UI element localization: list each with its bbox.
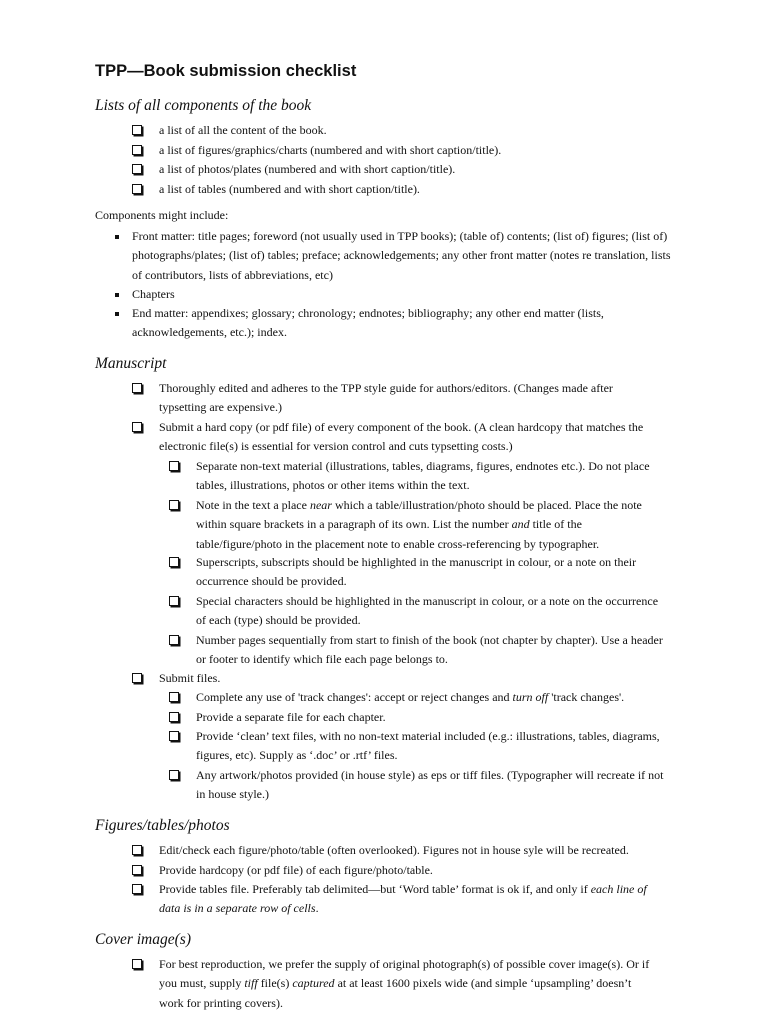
checkbox-icon — [132, 845, 142, 855]
checkbox-icon — [132, 422, 142, 432]
checkbox-icon — [169, 770, 179, 780]
checkbox-icon — [132, 959, 142, 969]
checkbox-icon — [169, 461, 179, 471]
section-heading-lists: Lists of all components of the book — [95, 97, 312, 114]
checkbox-icon — [132, 184, 142, 194]
checklist-item: Submit files. — [132, 669, 652, 688]
sub-checklist-item: Any artwork/photos provided (in house style) as eps or tiff files. (Typographer will recreate if not in house style.) — [169, 766, 669, 805]
bullet-icon — [115, 312, 119, 316]
checkbox-icon — [132, 164, 142, 174]
checkbox-icon — [169, 596, 179, 606]
checkbox-icon — [132, 884, 142, 894]
checklist-item: a list of tables (numbered and with short caption/title). — [132, 180, 652, 199]
sub-checklist-item: Note in the text a place near which a table/illustration/photo should be placed. Place the note within square brackets in a paragraph of its own. List the number and title of the table/figure/photo in the placement note to enable cross-referencing by typographer. — [169, 496, 669, 554]
checklist-item: Provide hardcopy (or pdf file) of each figure/photo/table. — [132, 861, 652, 880]
checklist-item: Thoroughly edited and adheres to the TPP style guide for authors/editors. (Changes made after typsetting are expensive.) — [132, 379, 652, 418]
checklist-item: For best reproduction, we prefer the supply of original photograph(s) of possible cover image(s). Or if you must, supply tiff file(s) captured at at least 1600 pixels wide (and simple ‘upsampling’ doesn’t work for printing covers). — [132, 955, 652, 1013]
bullet-item: End matter: appendixes; glossary; chronology; endnotes; bibliography; any other end matter (lists, acknowledgements, etc.); index. — [114, 304, 674, 343]
sub-checklist-item: Special characters should be highlighted in the manuscript in colour, or a note on the occurrence of each (type) should be provided. — [169, 592, 669, 631]
components-intro: Components might include: — [95, 208, 229, 222]
checkbox-icon — [169, 635, 179, 645]
checklist-item: Provide tables file. Preferably tab delimited—but ‘Word table’ format is ok if, and only if each line of data is in a separate row of cells. — [132, 880, 652, 919]
section-heading-figures: Figures/tables/photos — [95, 817, 230, 834]
checkbox-icon — [132, 125, 142, 135]
checklist-item: a list of photos/plates (numbered and with short caption/title). — [132, 160, 652, 179]
sub-checklist-item: Number pages sequentially from start to finish of the book (not chapter by chapter). Use a header or footer to identify which file each page belongs to. — [169, 631, 669, 670]
sub-checklist-item: Separate non-text material (illustrations, tables, diagrams, figures, endnotes etc.). Do not place tables, illustrations, photos or other items within the text. — [169, 457, 669, 496]
checkbox-icon — [132, 673, 142, 683]
section-heading-manuscript: Manuscript — [95, 355, 167, 372]
section-heading-cover: Cover image(s) — [95, 931, 191, 948]
checkbox-icon — [132, 383, 142, 393]
checkbox-icon — [132, 865, 142, 875]
checkbox-icon — [169, 500, 179, 510]
checkbox-icon — [169, 557, 179, 567]
bullet-item: Chapters — [114, 285, 674, 304]
checklist-item: Edit/check each figure/photo/table (often overlooked). Figures not in house syle will be recreated. — [132, 841, 652, 860]
checklist-item: a list of all the content of the book. — [132, 121, 652, 140]
sub-checklist-item: Provide ‘clean’ text files, with no non-text material included (e.g.: illustrations, tables, diagrams, figures, etc). Supply as ‘.doc’ or .rtf’ files. — [169, 727, 669, 766]
sub-checklist-item: Complete any use of 'track changes': accept or reject changes and turn off 'track changes'. — [169, 688, 669, 707]
checklist-item: Submit a hard copy (or pdf file) of every component of the book. (A clean hardcopy that matches the electronic file(s) is essential for version control and cuts typsetting costs.) — [132, 418, 652, 457]
document-title: TPP—Book submission checklist — [95, 62, 357, 80]
sub-checklist-item: Provide a separate file for each chapter. — [169, 708, 669, 727]
checkbox-icon — [169, 692, 179, 702]
sub-checklist-item: Superscripts, subscripts should be highlighted in the manuscript in colour, or a note on their occurrence should be provided. — [169, 553, 669, 592]
checkbox-icon — [169, 712, 179, 722]
bullet-icon — [115, 293, 119, 297]
checkbox-icon — [169, 731, 179, 741]
bullet-icon — [115, 235, 119, 239]
checklist-item: a list of figures/graphics/charts (numbered and with short caption/title). — [132, 141, 652, 160]
checkbox-icon — [132, 145, 142, 155]
bullet-item: Front matter: title pages; foreword (not usually used in TPP books); (table of) contents; (list of) figures; (list of) photographs/plates; (list of) tables; preface; acknowledgements; any other front matter (notes re translation, lists of contributors, lists of abbreviations, etc) — [114, 227, 674, 285]
